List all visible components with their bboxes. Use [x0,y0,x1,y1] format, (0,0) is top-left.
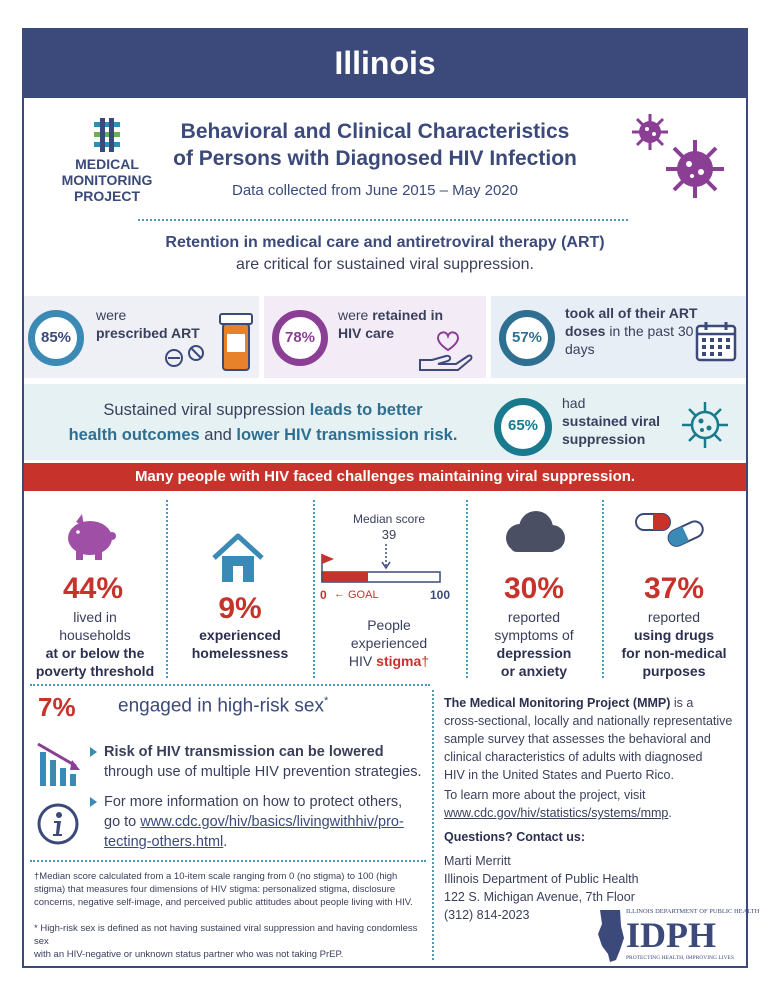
stat-ring-suppression: 65% [494,398,552,456]
stat-label-bold: doses [565,323,606,339]
about-line: sample survey that assesses the behavioral and [444,732,711,746]
learn-more [444,786,734,822]
msg-bold: lower HIV transmission risk. [236,426,458,444]
column-divider [313,500,315,678]
challenges-banner: Many people with HIV faced challenges maintaining viral suppression. [24,463,746,491]
label-line-bold: using drugs [633,627,715,643]
house-icon [210,532,266,584]
label-line-bold: stigma [376,653,422,669]
about-mmp [444,694,734,784]
label-line-bold: purposes [642,663,706,679]
stat-label-bold: prescribed ART [96,325,200,341]
poverty-label [28,608,162,680]
stat-label-pre: were [338,307,373,323]
bullet-arrow-icon [90,747,97,757]
bullet-text: go to [104,814,141,830]
viral-suppression-message [38,398,488,448]
label-line: symptoms of [494,627,574,643]
contact-address: 122 S. Michigan Avenue, 7th Floor [444,890,635,904]
stat-label-bold: retained in [372,307,444,323]
suppression-label [562,394,660,448]
contact-block [444,828,734,846]
page-title [165,118,585,172]
protecting-others-link-cont[interactable]: tecting-others.html [104,834,224,850]
label-line-bold: or anxiety [500,663,568,679]
label-line: reported [507,609,561,625]
protecting-others-link[interactable]: www.cdc.gov/hiv/basics/livingwithhiv/pro- [140,814,404,830]
mmp-logo-icon [90,118,124,152]
contact-heading: Questions? Contact us: [444,830,585,844]
info-icon [36,802,80,846]
label-line: People [367,617,411,633]
poverty-pct: 44% [62,572,124,605]
label-line-bold: for non-medical [621,645,727,661]
title-line-2: of Persons with Diagnosed HIV Infection [173,147,577,170]
homeless-label [172,626,308,662]
virus-large-icon [664,138,726,200]
label-line-bold: depression [496,645,572,661]
drugs-pct: 37% [643,572,705,605]
contact-phone: (312) 814-2023 [444,908,530,922]
about-bold: The Medical Monitoring Project (MMP) [444,696,671,710]
footnote-line: stigma) that measures four dimensions of HIV stigma: personalized stigma, disclosure [34,884,396,895]
mmp-logo [52,118,162,208]
pill-bottle-icon [218,312,254,372]
declining-bars-icon [36,738,82,788]
label-line: experienced [350,635,428,651]
bullet-text: through use of multiple HIV prevention strategies. [104,764,422,780]
highrisk-text: engaged in high-risk sex [118,695,324,717]
logo-line-3: PROJECT [73,188,141,204]
footnote-line: with an HIV-negative or unknown status partner who was not taking PrEP. [34,949,344,960]
about-line: cross-sectional, locally and nationally representative [444,714,733,728]
stat-art-doses [491,296,746,378]
capsules-icon [628,508,708,564]
contact-name: Marti Merritt [444,854,511,868]
median-score-label: Median score [352,512,426,526]
learn-line: To learn more about the project, visit [444,788,646,802]
goal-label: GOAL [348,589,379,601]
about-line: HIV in the United States and Puerto Rico. [444,768,674,782]
label-line-bold: homelessness [191,645,289,661]
label-line: households [59,627,131,643]
bullet-text: For more information on how to protect others, [104,794,403,810]
goal-arrow-icon: ← [334,588,345,600]
piggy-bank-icon [62,510,118,562]
dagger-mark: † [421,653,430,669]
highrisk-label [118,695,328,717]
label-line: reported [647,609,701,625]
column-divider [166,500,168,678]
stat-ring: 78% [272,310,328,366]
stat-retained-care [264,296,486,378]
label-line-bold: experienced [199,627,281,643]
title-line-1: Behavioral and Clinical Characteristics [180,120,570,143]
msg-part: and [199,426,237,444]
stat-label-pre: were [96,307,127,323]
idph-tagline: PROTECTING HEALTH, IMPROVING LIVES [626,955,734,961]
stat-label-bold: HIV care [338,325,395,341]
column-divider [466,500,468,678]
stat-label-pre: had [562,395,586,411]
label-line: lived in [73,609,117,625]
bullet-arrow-icon [90,797,97,807]
idph-wordmark: IDPH [626,915,716,955]
retention-rest: are critical for sustained viral suppression. [236,256,534,273]
column-divider [432,690,434,960]
scale-min: 0 [320,588,327,602]
illinois-map-icon [596,908,626,964]
stat-label-bold: suppression [562,431,646,447]
footnote-line: * High-risk sex is defined as not having sustained viral suppression and having condomless sex [34,923,418,947]
footnote-stigma [34,870,430,909]
footnote-highrisk [34,922,434,961]
stat-label-rest: days [565,341,595,357]
section-divider [30,684,430,686]
bullet-risk [104,742,424,782]
mmp-link[interactable]: www.cdc.gov/hiv/statistics/systems/mmp [444,806,669,820]
depression-label [470,608,598,680]
footnote-line: †Median score calculated from a 10-item scale ranging from 0 (no stigma) to 100 (high [34,871,398,882]
logo-line-1: MEDICAL [75,156,139,172]
stigma-label [318,616,460,670]
msg-bold: leads to better [309,401,423,419]
idph-logo [596,906,760,966]
median-score-value: 39 [381,527,397,542]
stigma-fill-bar [322,572,368,582]
stat-ring: 57% [499,310,555,366]
label-line-bold: at or below the [45,645,145,661]
scale-max: 100 [430,588,451,602]
pills-icon [164,344,210,368]
stat-label-rest: in the past 30 [605,323,694,339]
data-period: Data collected from June 2015 – May 2020 [231,182,518,199]
msg-bold: health outcomes [68,426,200,444]
footnote-line: concerns, negative self-image, and perceived public attitudes about people living with HIV. [34,897,413,908]
highrisk-pct: 7% [38,692,76,722]
stat-label-bold: sustained viral [562,413,661,429]
asterisk-mark: * [323,695,329,707]
learn-line: . [668,806,672,820]
logo-line-2: MONITORING [61,172,153,188]
contact-org: Illinois Department of Public Health [444,872,639,886]
bullet-more-info [104,792,424,852]
bullet-bold: Risk of HIV transmission can be lowered [104,744,384,760]
column-divider [602,500,604,678]
hand-heart-icon [416,326,474,372]
depression-pct: 30% [503,572,565,605]
label-line: HIV [348,653,377,669]
idph-top-text: ILLINOIS DEPARTMENT OF PUBLIC HEALTH [626,908,760,915]
calendar-icon [695,320,737,362]
virus-outline-icon [680,400,730,450]
retention-bold: Retention in medical care and antiretroviral therapy (ART) [165,234,605,251]
goal-flag-icon [322,554,334,564]
homeless-pct: 9% [218,592,262,625]
divider [138,219,628,221]
retention-statement [40,232,730,276]
state-header: Illinois [22,28,748,98]
bullet-text: . [223,834,228,850]
section-divider [30,860,426,862]
about-line: clinical characteristics of adults with diagnosed [444,750,703,764]
stat-label [96,306,200,342]
drugs-label [606,608,742,680]
stat-label-bold: took all of their ART [565,305,698,321]
stat-label [565,304,697,358]
cloud-icon [498,508,568,558]
stat-ring: 85% [28,310,84,366]
stat-prescribed-art [24,296,259,378]
msg-part: Sustained viral suppression [103,401,310,419]
label-line-bold: poverty threshold [35,663,155,679]
about-line: is a [670,696,694,710]
